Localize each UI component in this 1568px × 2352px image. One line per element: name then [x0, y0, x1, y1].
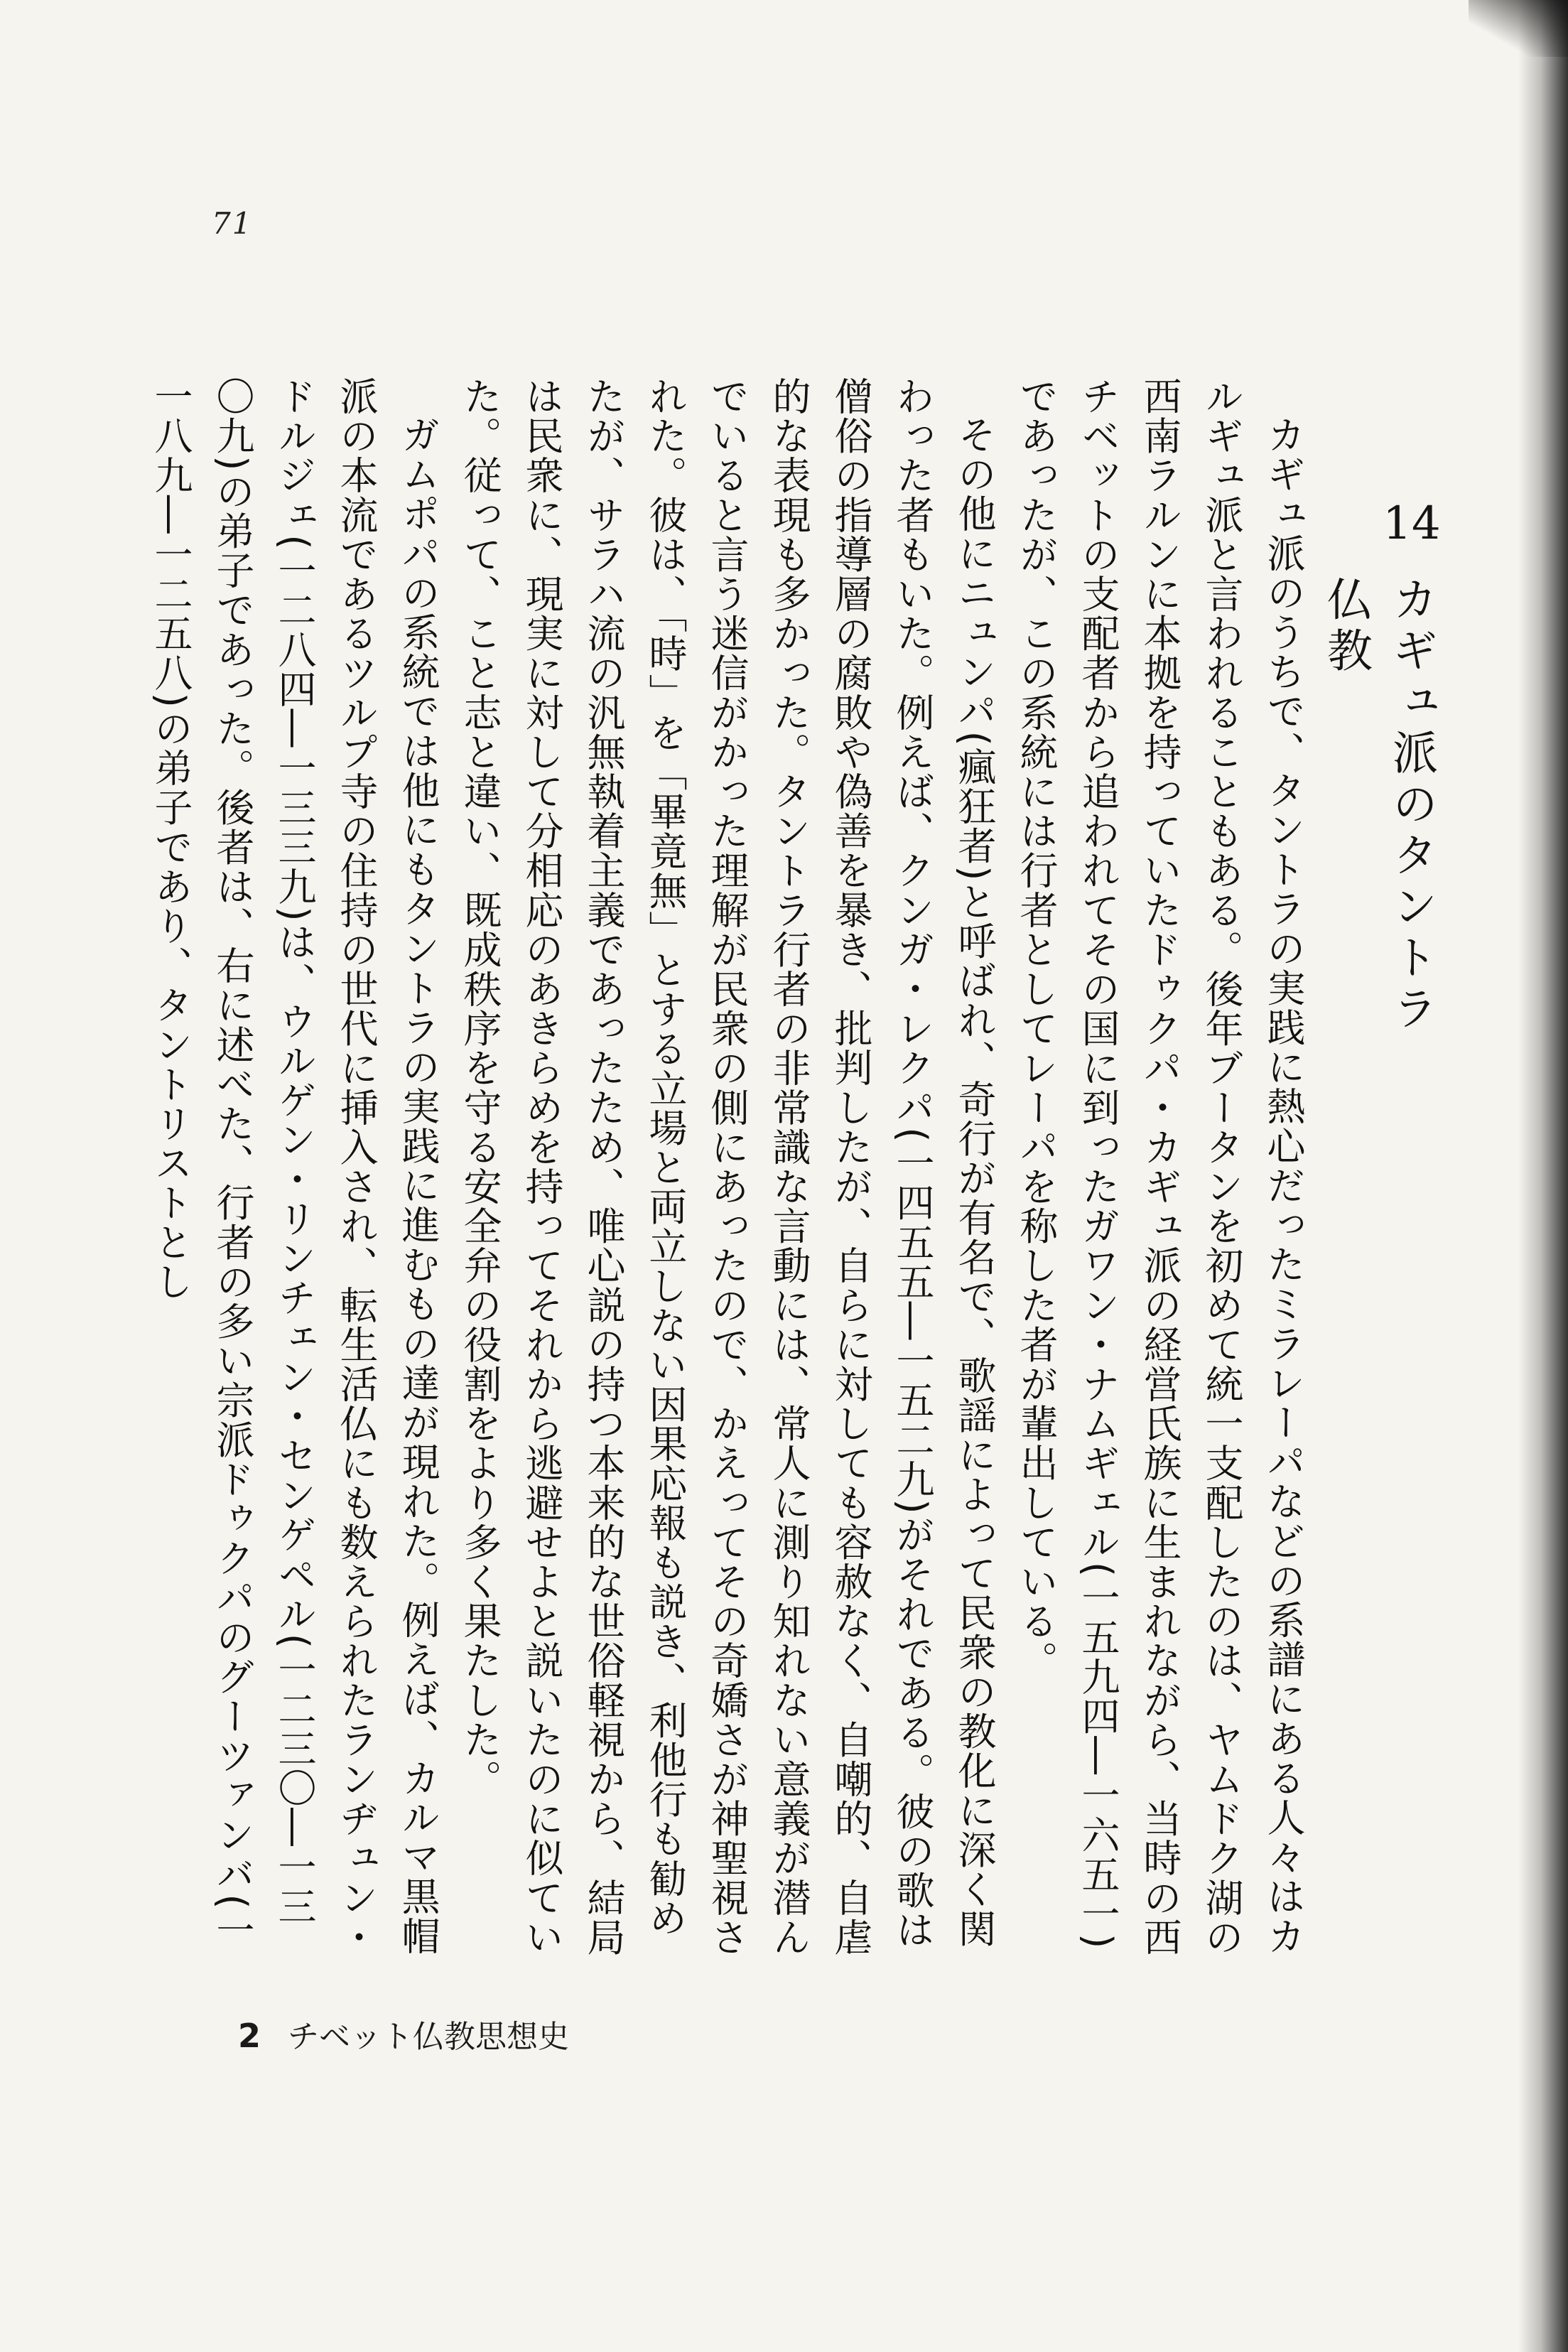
part-number: 2	[238, 2017, 261, 2055]
page-number: 71	[212, 206, 253, 241]
scan-shadow-edge	[1518, 0, 1568, 2352]
chapter-number: 14	[1383, 497, 1441, 550]
paragraph: ガムポパの系統では他にもタントラの実践に進むもの達が現れた。例えば、カルマ黒帽派の本流であるツルプ寺の住持の世代に挿入され、転生活仏にも数えられたランヂュン・ドルジェ(一二八四―一三三九)は、ウルゲン・リンチェン・センゲペル(一二三〇―一三〇九)の弟子であった。後者は、右に述べた、行者の多い宗派ドゥクパのグーツァンバ(一一八九―一二五八)の弟子であり、タントリストとし	[148, 377, 440, 1957]
chapter-title: カギュ派のタントラ仏教	[1319, 576, 1437, 1036]
scan-shadow-corner	[1469, 0, 1568, 57]
paragraph: カギュ派のうちで、タントラの実践に熱心だったミラレーパなどの系譜にある人々はカルギュ派と言われることもある。後年ブータンを初めて統一支配したのは、ヤムドク湖の西南ラルンに本拠を持っていたドゥクパ・カギュ派の経営氏族に生まれながら、当時の西チベットの支配者から追われてその国に到ったガワン・ナムギェル(一五九四―一六五一)であったが、この系統には行者としてレーパを称した者が輩出している。	[1014, 377, 1306, 1957]
book-title: チベット仏教思想史	[288, 2019, 570, 2055]
paragraph: その他にニュンパ(瘋狂者)と呼ばれ、奇行が有名で、歌謡によって民衆の教化に深く関わった者もいた。例えば、クンガ・レクパ(一四五五―一五二九)がそれである。彼の歌は僧俗の指導層の腐敗や偽善を暴き、批判したが、自らに対しても容赦なく、自嘲的、自虐的な表現も多かった。タントラ行者の非常識な言動には、常人に測り知れない意義が潜んでいると言う迷信がかった理解が民衆の側にあったので、かえってその奇嬌さが神聖視された。彼は、「時」を「畢竟無」とする立場と両立しない因果応報も説き、利他行も勧めたが、サラハ流の汎無執着主義であったため、唯心説の持つ本来的な世俗軽視から、結局は民衆に、現実に対して分相応のあきらめを持ってそれから逃避せよと説いたのに似ていた。従って、こと志と違い、既成秩序を守る安全弁の役割をより多く果たした。	[458, 377, 997, 1957]
running-footer	[238, 2011, 569, 2056]
body-text	[148, 377, 1314, 1961]
